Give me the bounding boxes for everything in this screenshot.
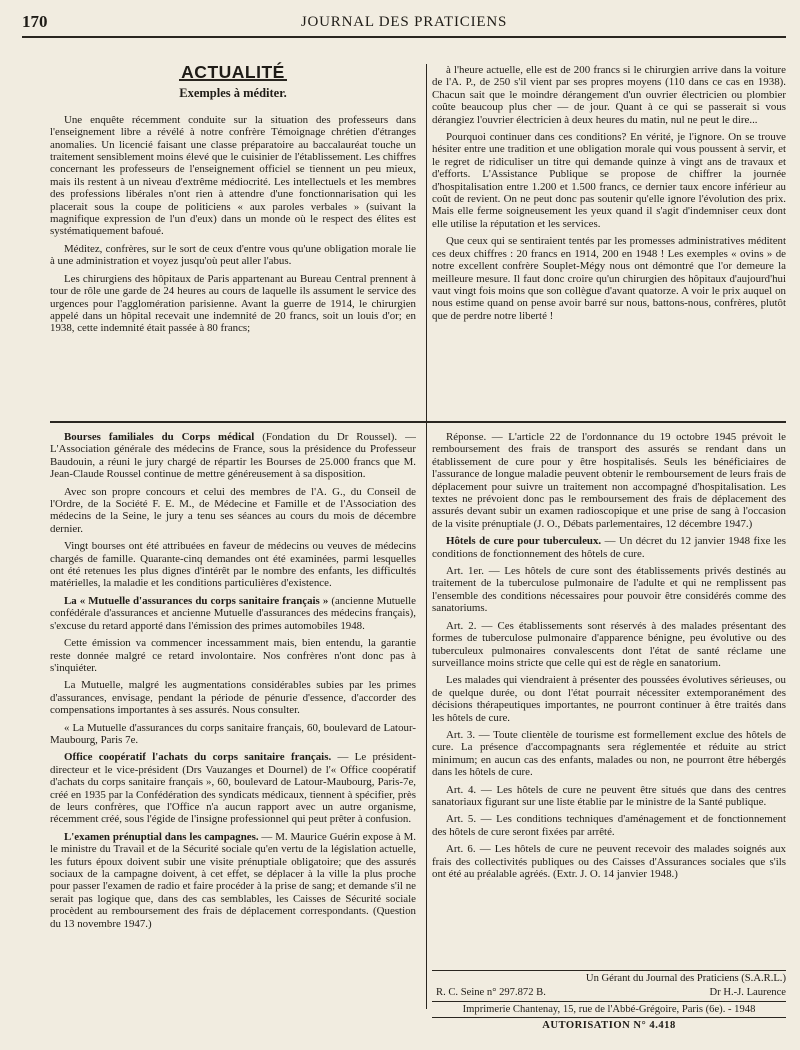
page-header <box>22 10 786 38</box>
section-divider <box>50 421 786 423</box>
paragraph: Pourquoi continuer dans ces conditions? En vérité, je l'ignore. On se trouve hésiter entre une tradition et une obligation morale qui vous poussent à servir, et le regret de ridiculiser un titre qui demande quinze à vingt ans de travaux et d'efforts. L'Assistance Publique se propose de chiffrer la journée d'hospitalisation entre 1.200 et 1.500 francs, ce dernier taux encore inférieur au coût de revient. On ne peut donc pas soutenir qu'elle ignore l'évolution des prix. Mais elle ferme soigneusement les yeux quand il s'agit d'indemniser ceux dont elle utilise la réputation et les services. <box>432 131 786 230</box>
news-text: — M. Maurice Guérin expose à M. le ministre du Travail et de la Sécurité sociale qu'en vertu de la législation actuelle, les futurs époux doivent subir une visite prénuptiale obligatoire; que des assurés sociaux de la campagne doivent, à cet effet, se déplacer à la ville la plus proche pour passer l'examen de radio et faire procéder à la prise de sang; et demande s'il ne serait pas logique que, dans des cas semblables, les Caisses de Sécurité sociale procèdent au remboursement des frais de déplacement correspondants. (Question du 13 novembre 1947.) <box>50 830 416 930</box>
news-text: Art. 6. — Les hôtels de cure ne peuvent recevoir des malades soignés aux frais des collectivités publiques ou des Caisses d'Assurances sociales que s'ils ont été au préalable agréés. (Extr. J. O. 14 janvier 1948.) <box>432 843 786 880</box>
news-text: La Mutuelle, malgré les augmentations considérables subies par les primes d'assurances, envisage, pendant la période de pénurie d'essence, d'accorder des compensations importantes à ses assurés. Nous consulter. <box>50 679 416 717</box>
news-paragraph <box>50 679 416 716</box>
footer-gerant: Un Gérant du Journal des Praticiens (S.A.R.L.) <box>585 973 786 984</box>
news-paragraph <box>432 565 786 615</box>
journal-title: JOURNAL DES PRATICIENS <box>300 14 508 30</box>
news-paragraph <box>432 535 786 560</box>
news-heading: L'examen prénuptial dans les campagnes. <box>64 830 259 843</box>
news-text: Art. 3. — Toute clientèle de tourisme est formellement exclue des hôtels de cure. La présence d'accompagnants sera réglementée et réduite au strict minimum; en aucun cas des enfants, malades ou non, ne pourront être hébergés dans les hôtels de cure. <box>432 728 786 779</box>
news-text: Réponse. — L'article 22 de l'ordonnance du 19 octobre 1945 prévoit le remboursement des frais de transport des assurés se rendant dans un établissement de cure pour y être hospitalisés. Seuls les bénéficiaires de l'assurance de longue maladie peuvent obtenir le remboursement de leurs frais de déplacement pour suivre un traitement non accompagné d'hospitalisation. Les textes ne prévoient donc pas le remboursement des frais de déplacement des assurés devant subir un examen radioscopique et une prise de sang à l'occasion de la visite prénuptiale (J. O., Débats parlementaires, 12 décembre 1947.) <box>432 431 786 530</box>
news-paragraph <box>50 751 416 825</box>
news-paragraph <box>50 486 416 536</box>
section-title: ACTUALITÉ <box>181 62 285 82</box>
news-paragraph <box>50 595 416 632</box>
news-text: Art. 4. — Les hôtels de cure ne peuvent être situés que dans des centres sanatoriaux figurant sur une liste établie par le ministre de la Santé publique. <box>432 783 786 808</box>
news-paragraph <box>432 784 786 809</box>
footer-authorization: AUTORISATION N° 4.418 <box>542 1020 676 1031</box>
news-paragraph <box>50 722 416 747</box>
news-left-column <box>50 431 416 1019</box>
news-paragraph <box>432 843 786 880</box>
news-paragraph <box>50 540 416 590</box>
page-footer <box>432 969 786 1032</box>
news-paragraph <box>432 620 786 670</box>
news-heading: Bourses familiales du Corps médical <box>64 431 255 443</box>
footer-director: Dr H.-J. Laurence <box>709 987 786 998</box>
news-heading: Office coopératif l'achats du corps sanitaire français. <box>64 751 332 764</box>
footer-printer: Imprimerie Chantenay, 15, rue de l'Abbé-Grégoire, Paris (6e). - 1948 <box>462 1004 756 1015</box>
news-text: Cette émission va commencer incessamment mais, bien entendu, la garantie reste donnée malgré ce retard involontaire. Nos confrères n'ont donc pas à s'inquiéter. <box>50 637 416 674</box>
column-divider <box>426 64 427 1009</box>
page-number: 170 <box>22 12 48 31</box>
news-paragraph <box>432 674 786 724</box>
news-text: Vingt bourses ont été attribuées en faveur de médecins ou veuves de médecins chargés de famille. Quarante-cinq demandes ont été examinées, parmi lesquelles ont été retenues les plus dignes d'intérêt par le nombre des enfants, les difficultés matérielles, la maladie et les conditions particulières d'existence. <box>50 540 416 590</box>
news-right-column <box>432 431 786 965</box>
news-text: Art. 2. — Ces établissements sont réservés à des malades présentant des formes de tuberculose pulmonaire d'apparence bénigne, peu évolutive ou des tuberculeux pulmonaires convalescents dont l'état de santé réclame une surveillance moins stricte que celle qui est de règle en sanatorium. <box>432 619 786 669</box>
news-text: Les malades qui viendraient à présenter des poussées évolutives sérieuses, ou de quelque durée, ou dont l'état pourrait nécessiter extemporanément des décisions thérapeutiques importantes, ne pourront continuer à être traités dans les hôtels de cure. <box>432 674 786 724</box>
news-heading: Hôtels de cure pour tuberculeux. <box>446 535 602 548</box>
news-paragraph <box>50 637 416 674</box>
actualite-left-column <box>50 62 416 418</box>
news-paragraph <box>432 813 786 838</box>
paragraph: Méditez, confrères, sur le sort de ceux d'entre vous qu'une obligation morale lie à une administration et voyez jusqu'où peut aller l'abus. <box>50 242 416 268</box>
footer-rc: R. C. Seine n° 297.872 B. <box>436 987 546 998</box>
paragraph: Que ceux qui se sentiraient tentés par les promesses administratives méditent ces deux chiffres : 20 francs en 1914, 200 en 1948 ! Les exemples « ovins » de notre excellent confrère Souplet-Mégy nous ont démontré que l'or demeure la meilleure mesure. Il faut donc croire qu'un chirurgien des hôpitaux d'aujourd'hui vaut vingt fois moins que son collègue d'avant quatorze. A voir le prix auquel on nous estime quand on pense avoir barré sur nous, battons-nous, confrères, plutôt que de perdre notre liberté ! <box>432 235 786 322</box>
news-paragraph <box>50 831 416 930</box>
news-heading: La « Mutuelle d'assurances du corps sanitaire français » <box>64 594 329 607</box>
news-text: (ancienne Mutuelle confédérale d'assurances et ancienne Mutuelle d'assurances des médecins français), s'excuse du retard apporté dans l'émission des primes automobiles 1948. <box>50 594 416 632</box>
actualite-right-column <box>432 64 786 418</box>
news-paragraph <box>432 729 786 779</box>
news-text: — Le président-directeur et le vice-président (Drs Vauzanges et Dournel) de l'« Office coopératif d'achats du corps sanitaire français », 60, boulevard de Latour-Maubourg, Paris-7e, créé en 1935 par la Confédération des syndicats médicaux, tiennent à spécifier, près de leurs confrères, que l'Office n'a aucun rapport avec un autre organisme, récemment créé, sous l'égide de l'insigne professionnel qui peut prêter à confusion. <box>50 751 416 826</box>
news-paragraph <box>432 431 786 530</box>
news-text: « La Mutuelle d'assurances du corps sanitaire français, 60, boulevard de Latour-Maubourg, Paris 7e. <box>50 721 416 746</box>
news-text: Art. 1er. — Les hôtels de cure sont des établissements privés destinés au traitement de la tuberculose pulmonaire de l'adulte et qui ne remplissent pas l'ensemble des conditions nécessaires pour pouvoir être considérés comme des sanatoriums. <box>432 565 786 615</box>
news-text: (Fondation du Dr Roussel). — L'Association générale des médecins de France, sous la présidence du Professeur Baudouin, a réuni le jury chargé de répartir les Bourses de 25.000 francs que M. Jean-Claude Roussel continue de mettre généreusement à sa disposition. <box>50 431 416 481</box>
news-text: — Un décret du 12 janvier 1948 fixe les conditions de fonctionnement des hôtels de cure. <box>432 535 786 560</box>
paragraph: Les chirurgiens des hôpitaux de Paris appartenant au Bureau Central prennent à tour de rôle une garde de 24 heures au cours de laquelle ils assument le service des urgences pour l'agglomération parisienne. Avant la guerre de 1914, le chirurgien appelé dans un hôpital recevait une indemnité de 20 francs, soit un louis d'or; en 1938, cette indemnité était passée à 80 francs; <box>50 272 416 335</box>
news-text: Avec son propre concours et celui des membres de l'A. G., du Conseil de l'Ordre, de la Société F. E. M., de Médecine et Famille et de l'Association des médecins de la Seine, le jury a tenu ses séances au cours du mois de décembre dernier. <box>50 485 416 535</box>
article-title: Exemples à méditer. <box>179 86 287 101</box>
paragraph: à l'heure actuelle, elle est de 200 francs si le chirurgien arrive dans la voiture de l'A. P., de 250 s'il vient par ses propres moyens (110 dans ce cas en 1938). Chacun sait que le moindre dérangement d'un ouvrier électricien ou plombier coûte beaucoup plus cher — de jour. Quant à ce qui se passerait si vous dérangiez l'ouvrier électricien à deux heures du matin, nul ne peut le dire... <box>432 64 786 126</box>
news-paragraph <box>50 431 416 481</box>
paragraph: Une enquête récemment conduite sur la situation des professeurs dans l'enseignement libre a révélé à notre confrère Témoignage chrétien d'étranges anomalies. Un licencié faisant une classe préparatoire au baccalauréat touche un traitement sensiblement moins élevé que le cuisinier de l'établissement. Les chiffres concernant les professeurs de l'enseignement officiel se tiennent un peu mieux, mais ils restent à un niveau d'extrême médiocrité. Les intellectuels et les membres des professions libérales n'ont rien à attendre d'une fonctionnarisation qui les placerait sous la coupe de politiciens « aux paroles verbales » (suivant la magnifique expression de l'un d'eux) dans un monde où le respect des élites est systématiquement bafoué. <box>50 113 416 238</box>
news-text: Art. 5. — Les conditions techniques d'aménagement et de fonctionnement des hôtels de cure seront fixées par arrêté. <box>432 813 786 838</box>
